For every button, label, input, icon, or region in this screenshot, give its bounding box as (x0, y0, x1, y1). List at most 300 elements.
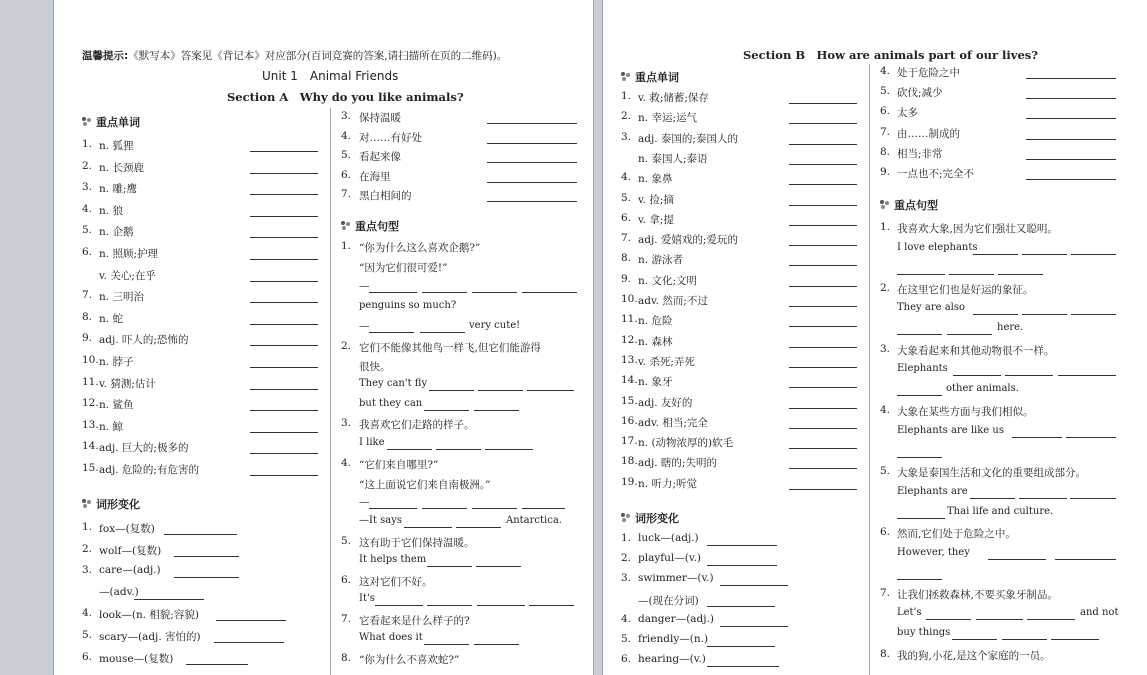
sentence-text: 3. (341, 417, 352, 429)
answer-blank[interactable] (789, 245, 857, 246)
item-number: 2. (82, 159, 93, 172)
item-number: 3. (341, 110, 352, 122)
item-text: luck—(adj.) (638, 532, 699, 544)
answer-blank[interactable] (1026, 139, 1116, 140)
item-number: 5. (341, 149, 352, 162)
item-number: 6. (82, 246, 93, 258)
item-text: n. 鲨鱼 (99, 399, 134, 412)
answer-blank[interactable] (216, 620, 286, 621)
sentence-text: 很快。 (359, 361, 391, 373)
answer-blank[interactable] (529, 605, 574, 606)
item-number: 3. (82, 181, 93, 194)
sentence-text: 7. (341, 613, 352, 625)
item-text: 黑白相间的 (359, 190, 412, 203)
answer-blank[interactable] (472, 508, 517, 509)
item-text: —(adv.) (99, 585, 139, 598)
answer-blank[interactable] (789, 489, 857, 490)
sentence-text: 8. (880, 648, 891, 660)
sentence-text: 3. (880, 343, 891, 355)
answer-blank[interactable] (789, 144, 857, 145)
answer-blank[interactable] (720, 626, 788, 627)
page-left (53, 0, 594, 675)
item-text: n. 狐狸 (99, 140, 134, 152)
answer-blank[interactable] (436, 449, 481, 450)
answer-blank[interactable] (250, 173, 318, 174)
item-number: 1. (621, 532, 632, 544)
section-bullet-icon (341, 221, 351, 231)
item-number: 18. (621, 455, 638, 468)
answer-blank[interactable] (1022, 314, 1067, 315)
answer-blank[interactable] (487, 123, 577, 124)
sentence-text: 5. (341, 535, 352, 547)
sentence-text: It helps them (359, 554, 427, 565)
item-text: adj. 巨大的;极多的 (99, 442, 189, 455)
item-text: v. 猜测;估计 (99, 377, 156, 390)
answer-blank[interactable] (789, 286, 857, 287)
answer-blank[interactable] (789, 225, 857, 226)
answer-blank[interactable] (250, 151, 318, 152)
answer-blank[interactable] (897, 457, 942, 458)
item-number: 5. (82, 224, 93, 237)
item-number: 15. (621, 394, 638, 407)
answer-blank[interactable] (250, 194, 318, 195)
item-number: 8. (621, 252, 632, 265)
item-text: friendly—(n.) (638, 633, 709, 645)
sentence-text: 2. (880, 282, 891, 294)
answer-blank[interactable] (953, 375, 1001, 376)
answer-blank[interactable] (897, 579, 942, 580)
item-text: adj. 吓人的;恐怖的 (99, 334, 189, 347)
sentence-text: “它们来自哪里?” (359, 459, 439, 471)
answer-blank[interactable] (478, 390, 523, 391)
answer-blank[interactable] (789, 347, 857, 348)
answer-blank[interactable] (1026, 179, 1116, 180)
answer-blank[interactable] (522, 292, 577, 293)
item-number: 4. (880, 65, 891, 77)
sentence-text: 我喜欢它们走路的样子。 (359, 419, 475, 431)
answer-blank[interactable] (949, 274, 994, 275)
sentence-text: penguins so much? (359, 300, 457, 311)
answer-blank[interactable] (897, 334, 942, 335)
answer-blank[interactable] (487, 201, 577, 202)
item-number: 9. (82, 332, 93, 345)
item-text: adj. 危险的;有危害的 (99, 464, 199, 476)
answer-blank[interactable] (250, 345, 318, 346)
item-text: v. 关心;在乎 (99, 269, 156, 282)
section-heading: 重点句型 (355, 220, 399, 233)
sentence-text: 让我们拯救森林,不要买象牙制品。 (897, 589, 1058, 601)
sentence-text: 7. (880, 587, 891, 599)
item-number: 4. (82, 202, 93, 215)
item-text: n. 森林 (638, 335, 673, 348)
answer-blank[interactable] (707, 606, 775, 607)
item-text: danger—(adj.) (638, 612, 714, 625)
answer-blank[interactable] (789, 103, 857, 104)
sentence-text: 6. (341, 574, 352, 586)
item-text: n. 危险 (638, 315, 673, 328)
page-right (602, 0, 1147, 675)
section-bullet-icon (621, 72, 631, 82)
sentence-text: —It says (359, 515, 403, 526)
answer-blank[interactable] (429, 390, 474, 391)
sentence-text: “你为什么这么喜欢企鹅?” (359, 242, 481, 254)
answer-blank[interactable] (387, 449, 432, 450)
answer-blank[interactable] (707, 565, 777, 566)
answer-blank[interactable] (789, 265, 857, 266)
answer-blank[interactable] (789, 184, 857, 185)
answer-blank[interactable] (926, 619, 971, 620)
item-text: n. 象鼻 (638, 173, 673, 186)
answer-blank[interactable] (424, 410, 469, 411)
answer-blank[interactable] (422, 292, 467, 293)
item-number: 5. (621, 191, 632, 204)
answer-blank[interactable] (250, 410, 318, 411)
answer-blank[interactable] (1071, 254, 1116, 255)
item-number: 9. (621, 272, 632, 285)
item-number: 9. (880, 166, 891, 178)
answer-blank[interactable] (375, 605, 423, 606)
answer-blank[interactable] (1026, 78, 1116, 79)
item-number: 5. (82, 629, 93, 641)
section-bullet-icon (82, 499, 92, 509)
item-number: 15. (82, 462, 99, 474)
item-number: 2. (621, 110, 632, 123)
answer-blank[interactable] (250, 432, 318, 433)
item-text: look—(n. 相貌;容貌) (99, 609, 200, 622)
item-number: 7. (621, 232, 632, 245)
item-number: 7. (341, 188, 352, 201)
sentence-text: 1. (880, 221, 891, 233)
sentence-text: 大象是泰国生活和文化的重要组成部分。 (897, 467, 1086, 479)
answer-blank[interactable] (1070, 498, 1116, 499)
sentence-text: 6. (880, 526, 891, 538)
answer-blank[interactable] (250, 281, 318, 282)
item-number: 6. (621, 653, 632, 666)
answer-blank[interactable] (250, 389, 318, 390)
item-number: 7. (82, 289, 93, 302)
item-text: v. 捡;摘 (638, 193, 674, 206)
answer-blank[interactable] (250, 367, 318, 368)
answer-blank[interactable] (404, 527, 452, 528)
item-text: 相当;非常 (897, 147, 943, 160)
sentence-text: Elephants are like us (897, 425, 1004, 436)
sentence-text: — (359, 320, 370, 332)
sentence-text: very cute! (469, 320, 521, 331)
sentence-text: 我的狗,小花,是这个家庭的一员。 (897, 650, 1051, 662)
answer-blank[interactable] (250, 302, 318, 303)
sentence-text: — (359, 280, 370, 292)
sentence-text: 4. (880, 404, 891, 416)
answer-blank[interactable] (707, 646, 775, 647)
section-heading: 重点单词 (96, 116, 140, 129)
item-number: 6. (880, 105, 891, 118)
item-text: n. 文化;文明 (638, 274, 697, 287)
item-text: 在海里 (359, 170, 391, 183)
item-text: 看起来像 (359, 151, 401, 164)
answer-blank[interactable] (186, 664, 248, 665)
answer-blank[interactable] (789, 387, 857, 388)
answer-blank[interactable] (897, 274, 945, 275)
item-text: 保持温暖 (359, 112, 401, 124)
item-text: n. 狼 (99, 204, 123, 217)
answer-blank[interactable] (250, 453, 318, 454)
answer-blank[interactable] (952, 639, 997, 640)
answer-blank[interactable] (487, 182, 577, 183)
item-text: mouse—(复数) (99, 652, 174, 665)
sentence-text: Elephants are (897, 486, 968, 497)
item-number: 13. (621, 353, 638, 366)
answer-blank[interactable] (487, 143, 577, 144)
answer-blank[interactable] (1055, 559, 1116, 560)
section-heading: 重点单词 (635, 71, 679, 84)
answer-blank[interactable] (707, 666, 779, 667)
item-number: 6. (621, 211, 632, 224)
answer-blank[interactable] (250, 475, 318, 476)
item-number: 11. (82, 375, 99, 388)
item-text: adj. 泰国的;泰国人的 (638, 132, 738, 145)
answer-blank[interactable] (174, 577, 239, 578)
section-heading: 词形变化 (635, 512, 679, 525)
item-text: n. 幸运;运气 (638, 112, 697, 125)
sentence-text: 这对它们不好。 (359, 576, 433, 588)
item-number: 6. (341, 168, 352, 181)
section-b-title: Section B How are animals part of our lives? (743, 48, 1039, 62)
sentence-text: 大象看起来和其他动物很不一样。 (897, 345, 1055, 357)
section-heading: 重点句型 (894, 199, 938, 212)
sentence-text: They are also (897, 302, 966, 313)
item-number: 16. (621, 414, 638, 427)
item-text: n. 长颈鹿 (99, 161, 144, 174)
item-text: 砍伐;减少 (897, 87, 943, 100)
answer-blank[interactable] (164, 534, 237, 535)
item-text: n. 泰国人;泰语 (638, 152, 708, 165)
item-text: hearing—(v.) (638, 653, 706, 666)
answer-blank[interactable] (174, 556, 239, 557)
sentence-text: Antarctica. (506, 515, 562, 526)
answer-blank[interactable] (988, 559, 1046, 560)
answer-blank[interactable] (897, 518, 945, 519)
answer-blank[interactable] (1066, 437, 1116, 438)
item-text: playful—(v.) (638, 552, 701, 565)
sentence-text: 1. (341, 240, 352, 252)
item-number: 5. (621, 633, 632, 645)
item-number: 1. (621, 90, 632, 102)
answer-blank[interactable] (485, 449, 533, 450)
item-text: v. 杀死;弄死 (638, 355, 695, 368)
item-number: 6. (82, 650, 93, 663)
item-text: n. 鲸 (99, 420, 123, 433)
answer-blank[interactable] (998, 274, 1043, 275)
answer-blank[interactable] (1019, 498, 1067, 499)
item-number: 4. (341, 129, 352, 142)
answer-blank[interactable] (424, 644, 469, 645)
sentence-text: here. (997, 322, 1024, 333)
answer-blank[interactable] (1005, 375, 1053, 376)
item-text: swimmer—(v.) (638, 572, 714, 585)
section-bullet-icon (82, 117, 92, 127)
sentence-text: other animals. (946, 383, 1019, 394)
answer-blank[interactable] (214, 642, 284, 643)
answer-blank[interactable] (970, 498, 1015, 499)
answer-blank[interactable] (1051, 639, 1099, 640)
answer-blank[interactable] (427, 605, 472, 606)
item-text: n. 脖子 (99, 356, 134, 368)
sentence-text: 5. (880, 465, 891, 477)
sentence-text: It's (359, 593, 375, 604)
item-number: 3. (621, 130, 632, 143)
sentence-text: 这有助于它们保持温暖。 (359, 537, 475, 549)
sentence-text: However, they (897, 547, 970, 558)
item-text: n. (动物浓厚的)软毛 (638, 437, 734, 450)
answer-blank[interactable] (1026, 118, 1116, 119)
answer-blank[interactable] (369, 332, 414, 333)
answer-blank[interactable] (1071, 314, 1116, 315)
sentence-text: 它看起来是什么样子的? (359, 615, 470, 627)
sentence-text: What does it (359, 632, 423, 643)
item-number: 5. (880, 85, 891, 98)
item-number: 1. (82, 521, 93, 533)
item-text: —(现在分词) (638, 594, 699, 607)
answer-blank[interactable] (789, 468, 857, 469)
item-text: n. 象牙 (638, 376, 673, 389)
item-text: scary—(adj. 害怕的) (99, 631, 201, 643)
item-number: 8. (880, 145, 891, 158)
answer-blank[interactable] (369, 508, 417, 509)
column-divider (869, 64, 870, 675)
section-heading: 词形变化 (96, 498, 140, 511)
answer-blank[interactable] (527, 390, 574, 391)
answer-blank[interactable] (1027, 619, 1075, 620)
item-text: 对……有好处 (359, 131, 422, 144)
item-number: 4. (82, 607, 93, 620)
answer-blank[interactable] (427, 566, 472, 567)
sentence-text: 8. (341, 652, 352, 664)
answer-blank[interactable] (789, 408, 857, 409)
answer-blank[interactable] (456, 527, 501, 528)
answer-blank[interactable] (134, 599, 204, 600)
answer-blank[interactable] (420, 332, 465, 333)
answer-blank[interactable] (720, 585, 788, 586)
answer-blank[interactable] (250, 324, 318, 325)
item-text: care—(adj.) (99, 564, 161, 577)
section-bullet-icon (880, 200, 890, 210)
answer-blank[interactable] (369, 292, 417, 293)
answer-blank[interactable] (789, 205, 857, 206)
item-text: n. 雕;鹰 (99, 183, 137, 196)
answer-blank[interactable] (976, 619, 1023, 620)
item-text: adj. 友好的 (638, 396, 693, 409)
sentence-text: buy things (897, 627, 951, 638)
answer-blank[interactable] (1012, 437, 1062, 438)
item-text: n. 照顾;护理 (99, 248, 158, 260)
sentence-text: 2. (341, 340, 352, 352)
item-number: 8. (82, 310, 93, 323)
item-text: n. 企鹅 (99, 226, 134, 239)
item-text: n. 听力;听觉 (638, 477, 697, 490)
item-number: 4. (621, 171, 632, 184)
sentence-text: Elephants (897, 363, 948, 374)
item-number: 4. (621, 612, 632, 625)
answer-blank[interactable] (474, 644, 519, 645)
item-number: 14. (82, 440, 99, 453)
item-number: 7. (880, 125, 891, 138)
tip-text: 温馨提示:《默写本》答案见《背记本》对应部分(百词竞赛的答案,请扫描所在页的二维码)。 (82, 50, 508, 62)
answer-blank[interactable] (487, 162, 577, 163)
answer-blank[interactable] (1026, 98, 1116, 99)
item-number: 3. (621, 572, 632, 585)
answer-blank[interactable] (1026, 159, 1116, 160)
sentence-text: “因为它们很可爱!” (359, 262, 448, 274)
sentence-text: — (359, 496, 370, 508)
answer-blank[interactable] (477, 605, 525, 606)
answer-blank[interactable] (422, 508, 467, 509)
answer-blank[interactable] (474, 410, 519, 411)
item-text: adv. 相当;完全 (638, 416, 708, 429)
item-number: 17. (621, 435, 638, 448)
item-number: 10. (621, 293, 638, 305)
item-number: 3. (82, 564, 93, 577)
item-number: 12. (82, 397, 99, 410)
item-number: 1. (82, 138, 93, 150)
answer-blank[interactable] (789, 164, 857, 165)
item-number: 10. (82, 354, 99, 366)
section-a-title: Section A Why do you like animals? (227, 90, 464, 104)
answer-blank[interactable] (789, 428, 857, 429)
sentence-text: “这上面说它们来自南极洲。” (359, 479, 491, 491)
item-number: 12. (621, 333, 638, 346)
answer-blank[interactable] (250, 237, 318, 238)
item-text: adv. 然而;不过 (638, 295, 708, 307)
item-number: 19. (621, 475, 638, 488)
item-number: 2. (621, 552, 632, 565)
section-bullet-icon (621, 513, 631, 523)
answer-blank[interactable] (522, 508, 565, 509)
sentence-text: 它们不能像其他鸟一样飞,但它们能游得 (359, 342, 541, 354)
answer-blank[interactable] (250, 216, 318, 217)
answer-blank[interactable] (789, 123, 857, 124)
answer-blank[interactable] (1002, 639, 1047, 640)
answer-blank[interactable] (707, 545, 777, 546)
answer-blank[interactable] (476, 566, 521, 567)
sentence-text: I like (359, 437, 385, 448)
item-text: v. 救;储蓄;保存 (638, 92, 709, 104)
answer-blank[interactable] (947, 334, 992, 335)
item-text: 太多 (897, 107, 918, 120)
answer-blank[interactable] (789, 326, 857, 327)
sentence-text: “你为什么不喜欢蛇?” (359, 654, 460, 666)
sentence-text: 在这里它们也是好运的象征。 (897, 284, 1034, 296)
answer-blank[interactable] (973, 314, 1018, 315)
answer-blank[interactable] (250, 259, 318, 260)
answer-blank[interactable] (789, 306, 857, 307)
column-divider (330, 108, 331, 675)
sentence-text: I love elephants (897, 242, 978, 253)
sentence-text: They can't fly (359, 378, 428, 389)
unit-title: Unit 1 Animal Friends (262, 69, 399, 83)
answer-blank[interactable] (973, 254, 1018, 255)
answer-blank[interactable] (1022, 254, 1067, 255)
answer-blank[interactable] (472, 292, 517, 293)
answer-blank[interactable] (789, 448, 857, 449)
answer-blank[interactable] (1058, 375, 1116, 376)
item-text: adj. 瞎的;失明的 (638, 457, 717, 470)
answer-blank[interactable] (789, 367, 857, 368)
item-text: adj. 爱嬉戏的;爱玩的 (638, 234, 738, 247)
item-text: wolf—(复数) (99, 544, 162, 557)
item-number: 13. (82, 418, 99, 431)
answer-blank[interactable] (897, 395, 942, 396)
item-number: 2. (82, 542, 93, 555)
